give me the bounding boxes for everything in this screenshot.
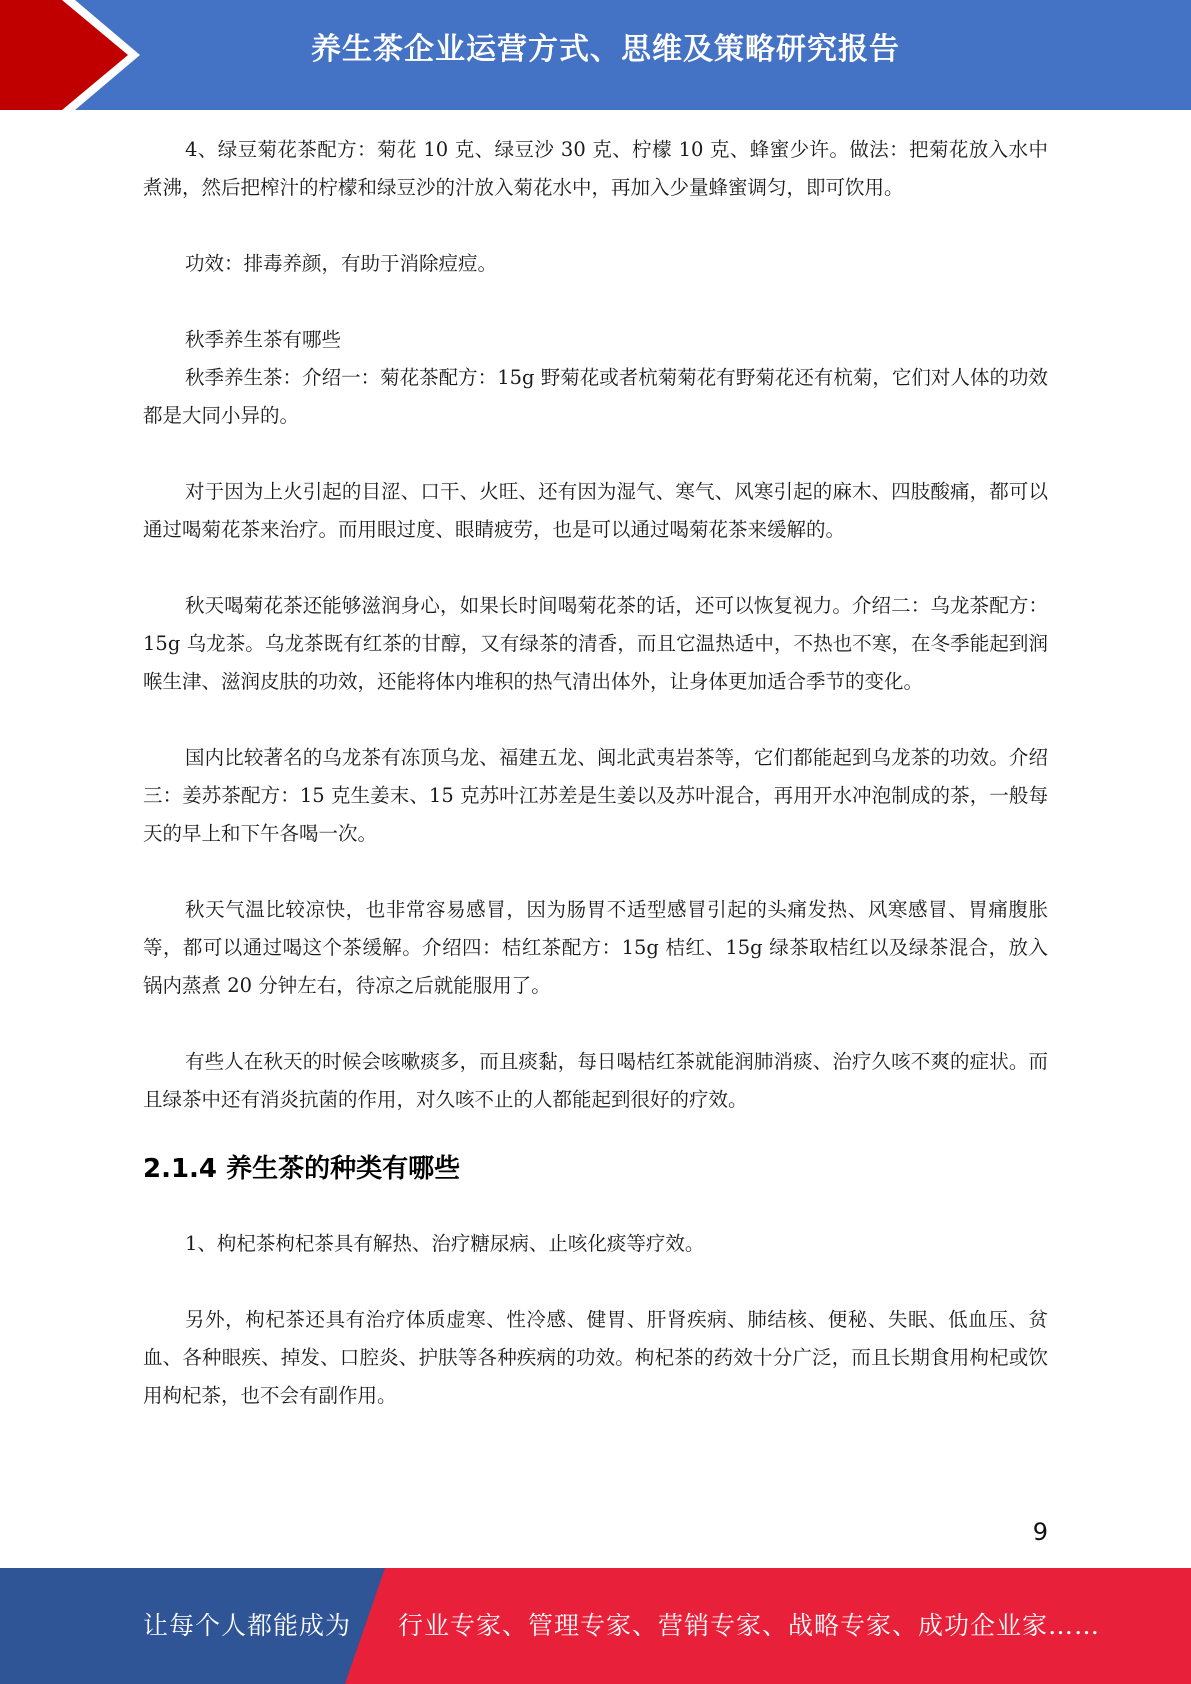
paragraph: 对于因为上火引起的目涩、口干、火旺、还有因为湿气、寒气、风寒引起的麻木、四肢酸痛，都可以通过喝菊花茶来治疗。而用眼过度、眼睛疲劳，也是可以通过喝菊花茶来缓解的。 bbox=[143, 480, 1048, 541]
page-footer bbox=[0, 1568, 1191, 1684]
paragraph: 秋天喝菊花茶还能够滋润身心，如果长时间喝菊花茶的话，还可以恢复视力。介绍二：乌龙茶配方：15g 乌龙茶。乌龙茶既有红茶的甘醇，又有绿茶的清香，而且它温热适中，不热也不寒，在冬季能起到润喉生津、滋润皮肤的功效，还能将体内堆积的热气清出体外，让身体更加适合季节的变化。 bbox=[143, 594, 1048, 693]
paragraph: 秋天气温比较凉快，也非常容易感冒，因为肠胃不适型感冒引起的头痛发热、风寒感冒、胃痛腹胀等，都可以通过喝这个茶缓解。介绍四：桔红茶配方：15g 桔红、15g 绿茶取桔红以及绿茶混合，放入锅内蒸煮 20 分钟左右，待凉之后就能服用了。 bbox=[143, 898, 1048, 997]
paragraph: 功效：排毒养颜，有助于消除痘痘。 bbox=[185, 252, 498, 275]
paragraph: 有些人在秋天的时候会咳嗽痰多，而且痰黏，每日喝桔红茶就能润肺消痰、治疗久咳不爽的症状。而且绿茶中还有消炎抗菌的作用，对久咳不止的人都能起到很好的疗效。 bbox=[143, 1050, 1048, 1111]
paragraph: 秋季养生茶有哪些 bbox=[185, 328, 342, 351]
page-content bbox=[143, 131, 1048, 1453]
paragraph: 另外，枸杞茶还具有治疗体质虚寒、性冷感、健胃、肝肾疾病、肺结核、便秘、失眠、低血压、贫血、各种眼疾、掉发、口腔炎、护肤等各种疾病的功效。枸杞茶的药效十分广泛，而且长期食用枸杞或饮用枸杞茶，也不会有副作用。 bbox=[143, 1308, 1048, 1407]
paragraph: 1、枸杞茶枸杞茶具有解热、治疗糖尿病、止咳化痰等疗效。 bbox=[185, 1232, 705, 1255]
paragraph: 国内比较著名的乌龙茶有冻顶乌龙、福建五龙、闽北武夷岩茶等，它们都能起到乌龙茶的功效。介绍三：姜苏茶配方：15 克生姜末、15 克苏叶江苏差是生姜以及苏叶混合，再用开水冲泡制成的茶，一般每天的早上和下午各喝一次。 bbox=[143, 746, 1048, 845]
section-heading: 2.1.4 养生茶的种类有哪些 bbox=[143, 1154, 461, 1184]
footer-slogan-left: 让每个人都能成为 bbox=[143, 1611, 352, 1640]
page-number: 9 bbox=[1032, 1518, 1048, 1546]
paragraph: 秋季养生茶：介绍一：菊花茶配方：15g 野菊花或者杭菊菊花有野菊花还有杭菊，它们对人体的功效都是大同小异的。 bbox=[143, 366, 1048, 427]
document-title: 养生茶企业运营方式、思维及策略研究报告 bbox=[311, 32, 900, 67]
paragraph: 4、绿豆菊花茶配方：菊花 10 克、绿豆沙 30 克、柠檬 10 克、蜂蜜少许。做法：把菊花放入水中煮沸，然后把榨汁的柠檬和绿豆沙的汁放入菊花水中，再加入少量蜂蜜调匀，即可饮用。 bbox=[143, 138, 1048, 199]
page-header bbox=[0, 0, 1191, 110]
footer-slogan-right: 行业专家、管理专家、营销专家、战略专家、成功企业家…… bbox=[398, 1611, 1101, 1640]
